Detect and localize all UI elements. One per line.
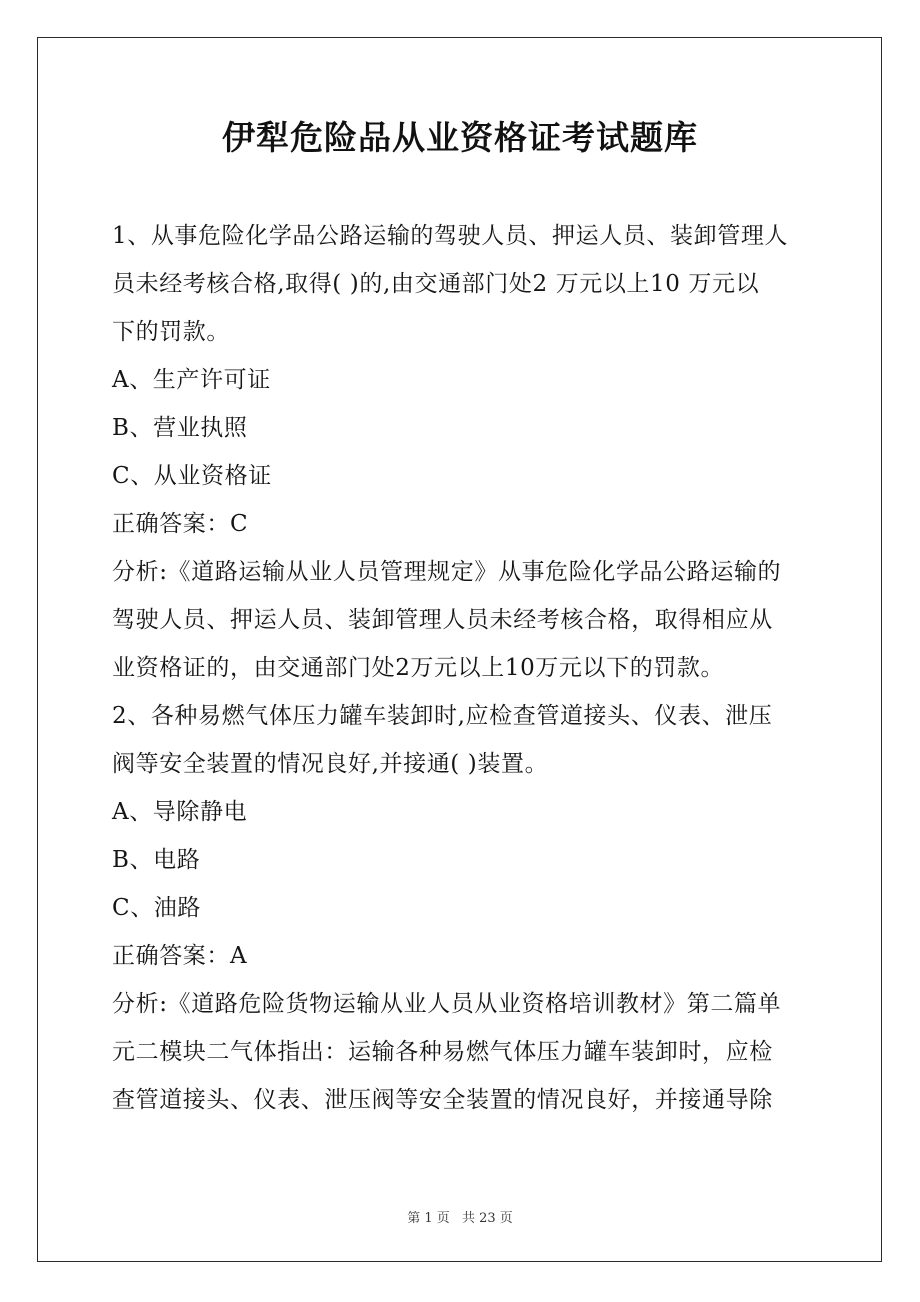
question-2-stem-line-1: 2、各种易燃气体压力罐车装卸时,应检查管道接头、仪表、泄压 xyxy=(112,703,773,729)
question-2-analysis-line-3: 查管道接头、仪表、泄压阀等安全装置的情况良好，并接通导除 xyxy=(112,1087,773,1113)
question-2-answer: 正确答案：A xyxy=(112,943,248,969)
question-1-analysis-line-1: 分析:《道路运输从业人员管理规定》从事危险化学品公路运输的 xyxy=(112,559,782,585)
question-1-option-b: B、营业执照 xyxy=(112,415,248,441)
question-1-answer: 正确答案：C xyxy=(112,511,249,537)
question-2-stem-line-2: 阀等安全装置的情况良好,并接通( )装置。 xyxy=(112,751,549,777)
question-1-option-a: A、生产许可证 xyxy=(112,367,271,393)
document-body xyxy=(112,212,812,1124)
question-2-analysis-line-1: 分析:《道路危险货物运输从业人员从业资格培训教材》第二篇单 xyxy=(112,991,782,1017)
question-2-option-c: C、油路 xyxy=(112,895,201,921)
page-footer xyxy=(0,1207,920,1226)
total-pages-indicator: 共 23 页 xyxy=(461,1211,513,1226)
current-page-indicator: 第 1 页 xyxy=(407,1211,450,1226)
document-title: 伊犁危险品从业资格证考试题库 xyxy=(222,118,698,157)
question-1-analysis-line-3: 业资格证的，由交通部门处2万元以上10万元以下的罚款。 xyxy=(112,655,725,681)
question-1-option-c: C、从业资格证 xyxy=(112,463,272,489)
question-1-stem-line-1: 1、从事危险化学品公路运输的驾驶人员、押运人员、装卸管理人 xyxy=(112,223,789,249)
question-1-stem-line-2: 员未经考核合格,取得( )的,由交通部门处2 万元以上10 万元以 xyxy=(112,271,760,297)
question-1-analysis-line-2: 驾驶人员、押运人员、装卸管理人员未经考核合格，取得相应从 xyxy=(112,607,773,633)
question-2-analysis-line-2: 元二模块二气体指出：运输各种易燃气体压力罐车装卸时，应检 xyxy=(112,1039,773,1065)
question-2-option-b: B、电路 xyxy=(112,847,201,873)
question-1-stem-line-3: 下的罚款。 xyxy=(112,319,230,345)
question-2-option-a: A、导除静电 xyxy=(112,799,248,825)
